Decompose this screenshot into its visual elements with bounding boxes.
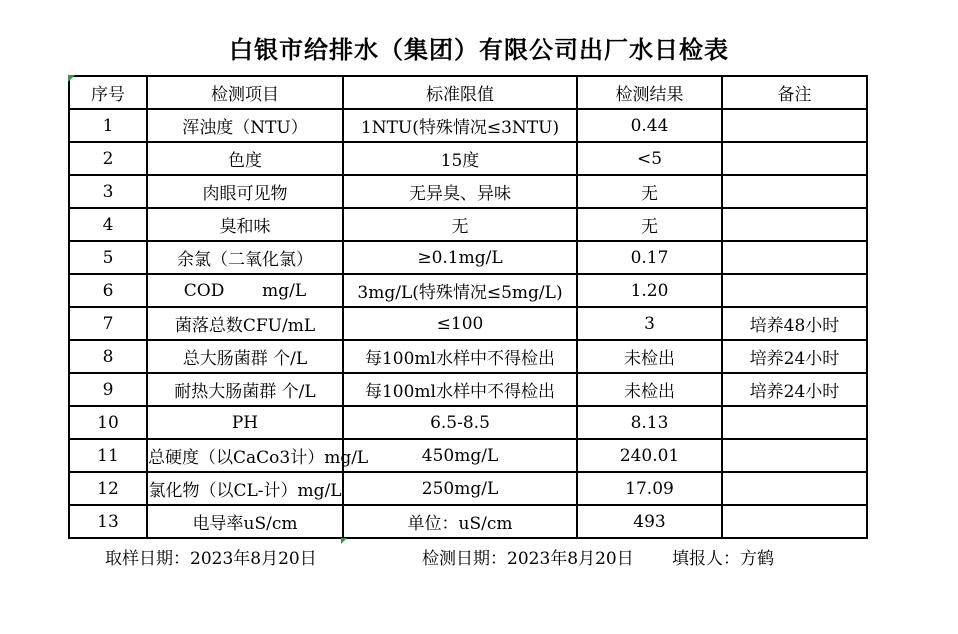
- testing-date-label: 检测日期：2023年8月20日: [422, 549, 634, 569]
- cell-no: 10: [69, 406, 147, 439]
- excel-error-marker-icon: [341, 538, 347, 544]
- cell-remark: [722, 175, 867, 208]
- cell-no: 2: [69, 142, 147, 175]
- cell-item: 菌落总数CFU/mL: [147, 307, 343, 340]
- header-limit: 标准限值: [343, 76, 577, 109]
- cell-no: 8: [69, 340, 147, 373]
- cell-remark: [722, 208, 867, 241]
- cell-remark: [722, 274, 867, 307]
- cell-limit: 无: [343, 208, 577, 241]
- cell-item: 余氯（二氧化氯）: [147, 241, 343, 274]
- cell-no: 12: [69, 472, 147, 505]
- cell-item: 电导率uS/cm: [147, 505, 343, 538]
- cell-no: 6: [69, 274, 147, 307]
- table-row: [69, 142, 867, 175]
- cell-no: 13: [69, 505, 147, 538]
- cell-item: 肉眼可见物: [147, 175, 343, 208]
- cell-result: 无: [577, 208, 722, 241]
- table-row: [69, 439, 867, 472]
- cell-result: 3: [577, 307, 722, 340]
- cell-remark: 培养48小时: [722, 307, 867, 340]
- cell-result: 未检出: [577, 373, 722, 406]
- cell-no: 5: [69, 241, 147, 274]
- cell-no: 1: [69, 109, 147, 142]
- cell-remark: 培养24小时: [722, 340, 867, 373]
- cell-item: COD mg/L: [147, 274, 343, 307]
- cell-limit: 450mg/L: [343, 439, 577, 472]
- cell-remark: [722, 142, 867, 175]
- cell-limit: 1NTU(特殊情况≤3NTU): [343, 109, 577, 142]
- cell-remark: [722, 439, 867, 472]
- table-row: [69, 175, 867, 208]
- cell-limit: 15度: [343, 142, 577, 175]
- cell-no: 3: [69, 175, 147, 208]
- cell-result: 17.09: [577, 472, 722, 505]
- cell-limit: 3mg/L(特殊情况≤5mg/L): [343, 274, 577, 307]
- header-result: 检测结果: [577, 76, 722, 109]
- cell-item: 总硬度（以CaCo3计）mg/L: [147, 439, 343, 472]
- cell-item: 总大肠菌群 个/L: [147, 340, 343, 373]
- cell-item: 浑浊度（NTU）: [147, 109, 343, 142]
- table-row: [69, 208, 867, 241]
- cell-remark: [722, 109, 867, 142]
- cell-remark: [722, 406, 867, 439]
- cell-item: PH: [147, 406, 343, 439]
- sampling-date-label: 取样日期：2023年8月20日: [105, 549, 317, 569]
- reporter-label: 填报人：方鹤: [672, 549, 774, 569]
- cell-result: 240.01: [577, 439, 722, 472]
- cell-result: 0.44: [577, 109, 722, 142]
- header-remark: 备注: [722, 76, 867, 109]
- cell-limit: 无异臭、异味: [343, 175, 577, 208]
- excel-error-marker-icon: [68, 75, 75, 82]
- table-row: [69, 505, 867, 538]
- cell-result: 8.13: [577, 406, 722, 439]
- table-row: [69, 274, 867, 307]
- cell-result: <5: [577, 142, 722, 175]
- cell-limit: 单位：uS/cm: [343, 505, 577, 538]
- inspection-table: [68, 75, 868, 539]
- cell-remark: [722, 505, 867, 538]
- table-header-row: [69, 76, 867, 109]
- cell-no: 11: [69, 439, 147, 472]
- table-row: [69, 472, 867, 505]
- cell-result: 未检出: [577, 340, 722, 373]
- cell-remark: [722, 241, 867, 274]
- header-no: 序号: [69, 76, 147, 109]
- cell-remark: [722, 472, 867, 505]
- table-row: [69, 307, 867, 340]
- cell-no: 7: [69, 307, 147, 340]
- table-row: [69, 109, 867, 142]
- cell-result: 无: [577, 175, 722, 208]
- cell-item: 臭和味: [147, 208, 343, 241]
- cell-limit: 每100ml水样中不得检出: [343, 340, 577, 373]
- cell-limit: 6.5-8.5: [343, 406, 577, 439]
- page-title: 白银市给排水（集团）有限公司出厂水日检表: [229, 35, 729, 64]
- table-row: [69, 241, 867, 274]
- cell-no: 9: [69, 373, 147, 406]
- cell-limit: ≥0.1mg/L: [343, 241, 577, 274]
- cell-limit: 250mg/L: [343, 472, 577, 505]
- table-row: [69, 340, 867, 373]
- cell-no: 4: [69, 208, 147, 241]
- header-item: 检测项目: [147, 76, 343, 109]
- table-row: [69, 373, 867, 406]
- cell-limit: 每100ml水样中不得检出: [343, 373, 577, 406]
- cell-limit: ≤100: [343, 307, 577, 340]
- cell-item: 色度: [147, 142, 343, 175]
- cell-result: 0.17: [577, 241, 722, 274]
- cell-item: 氯化物（以CL-计）mg/L: [147, 472, 343, 505]
- cell-result: 493: [577, 505, 722, 538]
- cell-remark: 培养24小时: [722, 373, 867, 406]
- cell-result: 1.20: [577, 274, 722, 307]
- cell-item: 耐热大肠菌群 个/L: [147, 373, 343, 406]
- table-row: [69, 406, 867, 439]
